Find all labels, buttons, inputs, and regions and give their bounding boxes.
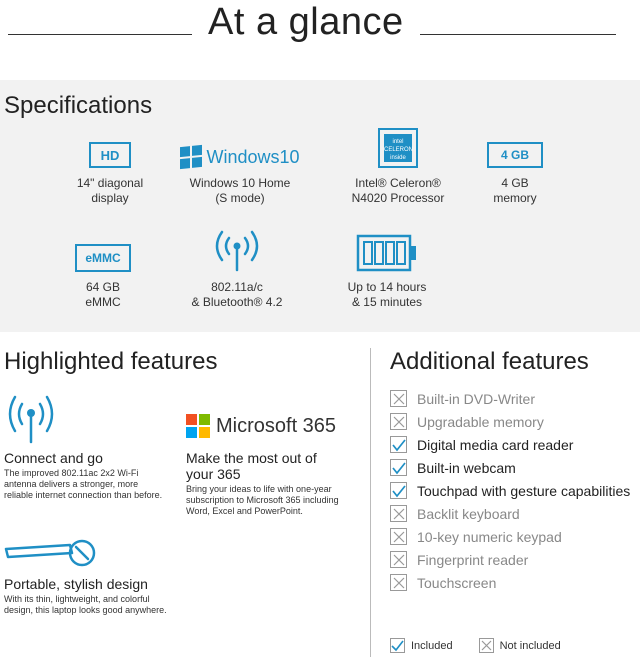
microsoft-365-logo: [186, 414, 336, 438]
wireless-icon: [207, 228, 267, 272]
header-rule-right: [420, 34, 616, 35]
x-mark-icon: [390, 528, 407, 545]
feature-list-label: Upgradable memory: [417, 413, 544, 430]
spec-wireless-line1: 802.11a/c: [211, 280, 263, 294]
page-title: At a glance: [208, 1, 404, 43]
memory-icon: 4 GB: [487, 142, 543, 168]
feature-list-label: 10-key numeric keypad: [417, 528, 562, 545]
spec-os: [175, 128, 305, 206]
feature-m365-body: Bring your ideas to life with one-year subscription to Microsoft 365 including Word, Excel and PowerPoint.: [186, 484, 339, 516]
spec-display-line1: 14" diagonal: [76, 176, 144, 190]
spec-display-line2: display: [91, 191, 129, 205]
check-icon: [390, 638, 405, 653]
feature-list-item: [390, 479, 640, 502]
spec-battery-line2: & 15 minutes: [351, 295, 423, 309]
battery-icon: [356, 234, 418, 272]
feature-list-label: Digital media card reader: [417, 436, 574, 453]
feature-portable: [4, 576, 174, 616]
x-mark-icon: [390, 551, 407, 568]
additional-features-list: [390, 387, 640, 594]
slim-laptop-icon: [2, 535, 98, 571]
feature-legend: [390, 638, 561, 653]
feature-list-item: [390, 525, 640, 548]
additional-features-heading: Additional features: [390, 348, 589, 375]
feature-list-label: Touchscreen: [417, 574, 497, 591]
specifications-heading: Specifications: [4, 92, 153, 119]
feature-connect-title: Connect and go: [4, 450, 103, 466]
page-header: [0, 0, 640, 70]
spec-wireless: [172, 232, 302, 310]
x-mark-icon: [390, 390, 407, 407]
legend-not-included-label: Not included: [499, 639, 561, 652]
spec-battery: [322, 232, 452, 310]
feature-list-item: [390, 387, 640, 410]
spec-memory: [450, 128, 580, 206]
feature-list-item: [390, 548, 640, 571]
x-mark-icon: [479, 638, 494, 653]
check-icon: [390, 436, 407, 453]
spec-memory-line1: 4 GB: [501, 176, 529, 190]
check-icon: [390, 482, 407, 499]
spec-storage: [38, 232, 168, 310]
spec-storage-line1: 64 GB: [85, 280, 121, 294]
spec-os-line2: (S mode): [215, 191, 265, 205]
feature-list-label: Fingerprint reader: [417, 551, 529, 568]
spec-display: [45, 128, 175, 206]
feature-m365: [186, 450, 346, 517]
feature-list-item: [390, 502, 640, 525]
intel-celeron-icon: intel CELERON inside: [378, 128, 418, 168]
x-mark-icon: [390, 505, 407, 522]
wifi-antenna-icon: [4, 392, 58, 446]
feature-list-label: Touchpad with gesture capabilities: [417, 482, 631, 499]
x-mark-icon: [390, 413, 407, 430]
windows-logo-icon: Windows10: [180, 146, 299, 168]
feature-list-item: [390, 456, 640, 479]
microsoft-365-brand: Microsoft 365: [216, 414, 337, 437]
specifications-section: [0, 80, 640, 332]
spec-wireless-line2: & Bluetooth® 4.2: [191, 295, 283, 309]
feature-connect-body: The improved 802.11ac 2x2 Wi-Fi antenna delivers a stronger, more reliable internet connection than before.: [4, 468, 163, 500]
emmc-storage-icon: eMMC: [75, 244, 131, 272]
x-mark-icon: [390, 574, 407, 591]
feature-list-item: [390, 433, 640, 456]
feature-list-label: Built-in webcam: [417, 459, 516, 476]
feature-connect: [4, 450, 164, 501]
check-icon: [390, 459, 407, 476]
spec-processor-line2: N4020 Processor: [351, 191, 445, 205]
highlighted-features-section: [0, 340, 360, 657]
microsoft-logo-icon: [186, 414, 210, 438]
highlighted-features-heading: Highlighted features: [4, 348, 218, 375]
feature-m365-title: Make the most out of your 365: [186, 450, 317, 482]
spec-battery-line1: Up to 14 hours: [347, 280, 427, 294]
legend-included-label: Included: [411, 639, 453, 652]
feature-list-item: [390, 571, 640, 594]
additional-features-section: [380, 340, 640, 657]
spec-memory-line2: memory: [493, 191, 537, 205]
section-divider: [370, 348, 371, 657]
feature-list-item: [390, 410, 640, 433]
feature-portable-body: With its thin, lightweight, and colorful design, this laptop looks good anywhere.: [4, 594, 167, 615]
header-rule-left: [8, 34, 192, 35]
spec-processor: [333, 128, 463, 206]
feature-list-label: Backlit keyboard: [417, 505, 520, 522]
spec-processor-line1: Intel® Celeron®: [355, 176, 441, 190]
spec-os-line1: Windows 10 Home: [189, 176, 291, 190]
feature-portable-title: Portable, stylish design: [4, 576, 148, 592]
hd-display-icon: HD: [89, 142, 131, 168]
spec-storage-line2: eMMC: [85, 295, 121, 309]
feature-list-label: Built-in DVD-Writer: [417, 390, 535, 407]
